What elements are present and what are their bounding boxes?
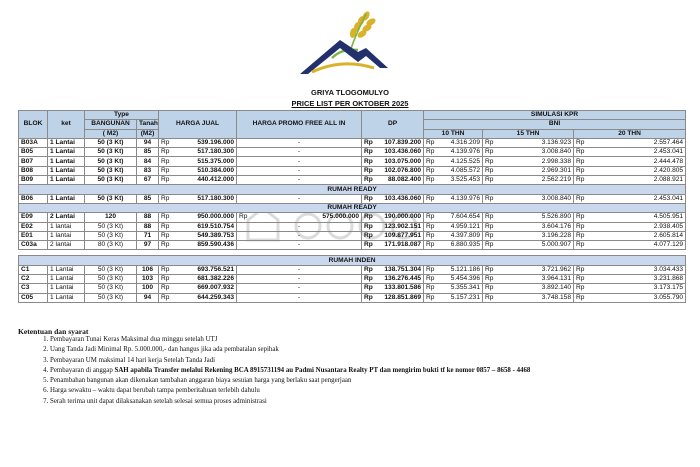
harga-jual-cell: 515.375.000 [171, 157, 237, 166]
tanah-cell: 84 [137, 157, 159, 166]
blok-cell: E01 [19, 231, 48, 240]
section-row [19, 203, 686, 212]
price-table-body [19, 138, 686, 302]
kpr-20-cell: 2.938.405 [586, 222, 686, 231]
currency-label: Rp [159, 284, 171, 293]
ket-cell: 1 Lantai [48, 275, 85, 284]
price-table [18, 110, 686, 303]
table-row [19, 275, 686, 284]
currency-label: Rp [362, 148, 374, 157]
blok-cell: B03A [19, 138, 48, 147]
kpr-15-cell: 3.196.228 [495, 231, 574, 240]
dp-cell: 103.075.000 [374, 157, 424, 166]
tanah-cell: 97 [137, 241, 159, 250]
promo-cell: - [237, 241, 362, 250]
blok-cell: C03a [19, 241, 48, 250]
terms-list [30, 335, 700, 407]
kpr-20-cell: 3.231.868 [586, 275, 686, 284]
blok-cell: C05 [19, 293, 48, 302]
currency-label: Rp [424, 213, 436, 222]
kpr-20-cell: 2.444.478 [586, 157, 686, 166]
col-simulasi-header: SIMULASI KPR [424, 111, 686, 120]
currency-label: Rp [574, 241, 586, 250]
kpr-10-cell: 5.355.341 [436, 284, 483, 293]
kpr-15-cell: 3.721.962 [495, 265, 574, 274]
currency-label: Rp [159, 157, 171, 166]
currency-label: Rp [574, 231, 586, 240]
tanah-cell: 88 [137, 213, 159, 222]
kpr-20-cell: 2.557.464 [586, 138, 686, 147]
blok-cell: E02 [19, 222, 48, 231]
currency-label: Rp [362, 284, 374, 293]
terms-item: 6. Harga sewaktu – waktu dapat berubah tampa pemberitahuan terlebih dahulu [50, 386, 700, 396]
bangunan-cell: 50 (3 Kt) [85, 231, 137, 240]
currency-label: Rp [574, 176, 586, 185]
bangunan-cell: 50 (3 Kt) [85, 148, 137, 157]
col-15thn-header: 15 THN [483, 129, 574, 138]
table-row [19, 231, 686, 240]
currency-label: Rp [362, 157, 374, 166]
currency-label: Rp [424, 241, 436, 250]
dp-cell: 171.918.087 [374, 241, 424, 250]
promo-cell: 575.000.000 [249, 213, 362, 222]
currency-label: Rp [483, 231, 495, 240]
promo-cell: - [237, 157, 362, 166]
harga-jual-cell: 539.196.000 [171, 138, 237, 147]
blok-cell: B06 [19, 194, 48, 203]
price-list-title: PRICE LIST PER OKTOBER 2025 [291, 99, 409, 108]
harga-jual-cell: 681.382.226 [171, 275, 237, 284]
currency-label: Rp [362, 275, 374, 284]
promo-cell: - [237, 293, 362, 302]
promo-cell: - [237, 222, 362, 231]
kpr-15-cell: 3.604.176 [495, 222, 574, 231]
harga-jual-cell: 693.756.521 [171, 265, 237, 274]
currency-label: Rp [483, 148, 495, 157]
unit-tanah: (M2) [137, 129, 159, 138]
currency-label: Rp [159, 241, 171, 250]
kpr-20-cell: 3.173.175 [586, 284, 686, 293]
currency-label: Rp [362, 222, 374, 231]
section-label: RUMAH READY [19, 203, 686, 212]
terms-item [50, 366, 700, 376]
ket-cell: 2 Lantai [48, 213, 85, 222]
currency-label: Rp [362, 241, 374, 250]
dp-cell: 190.000.000 [374, 213, 424, 222]
section-row [19, 185, 686, 194]
tanah-cell: 100 [137, 284, 159, 293]
currency-label: Rp [574, 166, 586, 175]
kpr-10-cell: 4.139.976 [436, 148, 483, 157]
terms-title: Ketentuan dan syarat [18, 327, 89, 336]
currency-label: Rp [362, 138, 374, 147]
currency-label: Rp [483, 265, 495, 274]
dp-cell: 133.801.586 [374, 284, 424, 293]
bangunan-cell: 50 (3 Kt) [85, 265, 137, 274]
table-row [19, 176, 686, 185]
bangunan-cell: 50 (3 Kt) [85, 293, 137, 302]
col-10thn-header: 10 THN [424, 129, 483, 138]
ket-cell: 1 Lantai [48, 194, 85, 203]
table-row [19, 138, 686, 147]
table-row [19, 241, 686, 250]
dp-cell: 138.751.304 [374, 265, 424, 274]
tanah-cell: 83 [137, 166, 159, 175]
currency-label: Rp [483, 275, 495, 284]
kpr-10-cell: 5.454.396 [436, 275, 483, 284]
bangunan-cell: 50 (3 Kt) [85, 176, 137, 185]
currency-label: Rp [424, 265, 436, 274]
kpr-15-cell: 3.136.923 [495, 138, 574, 147]
terms-item: 3. Pembayaran UM maksimal 14 hari kerja Setelah Tanda Jadi [50, 356, 700, 366]
dp-cell: 107.839.200 [374, 138, 424, 147]
col-tanah-header: Tanah [137, 120, 159, 129]
currency-label: Rp [159, 231, 171, 240]
blok-cell: C3 [19, 284, 48, 293]
currency-label: Rp [574, 275, 586, 284]
col-ket-header: ket [48, 111, 85, 139]
harga-jual-cell: 950.000.000 [171, 213, 237, 222]
currency-label: Rp [574, 293, 586, 302]
currency-label: Rp [159, 293, 171, 302]
section-label: RUMAH INDEN [19, 256, 686, 265]
ket-cell: 2 lantai [48, 241, 85, 250]
promo-cell: - [237, 275, 362, 284]
currency-label: Rp [159, 213, 171, 222]
ket-cell: 1 Lantai [48, 176, 85, 185]
dp-cell: 103.436.060 [374, 148, 424, 157]
kpr-10-cell: 4.397.809 [436, 231, 483, 240]
tanah-cell: 85 [137, 194, 159, 203]
ket-cell: 1 Lantai [48, 157, 85, 166]
harga-jual-cell: 549.389.753 [171, 231, 237, 240]
currency-label: Rp [424, 166, 436, 175]
col-bangunan-header: BANGUNAN [85, 120, 137, 129]
tanah-cell: 103 [137, 275, 159, 284]
tanah-cell: 88 [137, 222, 159, 231]
tanah-cell: 106 [137, 265, 159, 274]
currency-label: Rp [483, 157, 495, 166]
currency-label: Rp [424, 231, 436, 240]
currency-label: Rp [159, 148, 171, 157]
col-dp-header: DP [362, 111, 424, 139]
bangunan-cell: 120 [85, 213, 137, 222]
currency-label: Rp [483, 194, 495, 203]
kpr-15-cell: 3.008.840 [495, 194, 574, 203]
currency-label: Rp [574, 138, 586, 147]
kpr-15-cell: 2.969.301 [495, 166, 574, 175]
blok-cell: C1 [19, 265, 48, 274]
griya-logo-icon [262, 8, 422, 84]
currency-label: Rp [424, 194, 436, 203]
currency-label: Rp [574, 148, 586, 157]
ket-cell: 1 Lantai [48, 148, 85, 157]
terms-item-text: Pembayaran di anggap [50, 366, 115, 374]
kpr-10-cell: 3.525.453 [436, 176, 483, 185]
ket-cell: 1 Lantai [48, 138, 85, 147]
dp-cell: 123.902.151 [374, 222, 424, 231]
dp-cell: 103.436.060 [374, 194, 424, 203]
kpr-10-cell: 4.125.525 [436, 157, 483, 166]
currency-label: Rp [574, 157, 586, 166]
kpr-15-cell: 2.998.338 [495, 157, 574, 166]
ket-cell: 1 Lantai [48, 166, 85, 175]
terms-item: 5. Penambahan bangunan akan dikenakan tambahan anggaran biaya sesuian harga yang berlaku saat pengerjaan [50, 376, 700, 386]
currency-label: Rp [362, 213, 374, 222]
currency-label: Rp [483, 293, 495, 302]
kpr-20-cell: 3.034.433 [586, 265, 686, 274]
kpr-20-cell: 2.453.041 [586, 194, 686, 203]
harga-jual-cell: 517.180.300 [171, 194, 237, 203]
currency-label: Rp [483, 176, 495, 185]
table-row [19, 265, 686, 274]
bangunan-cell: 50 (3 Kt) [85, 166, 137, 175]
currency-label: Rp [483, 222, 495, 231]
kpr-10-cell: 4.139.976 [436, 194, 483, 203]
table-row [19, 157, 686, 166]
kpr-20-cell: 3.055.790 [586, 293, 686, 302]
promo-cell: - [237, 166, 362, 175]
kpr-20-cell: 2.420.805 [586, 166, 686, 175]
kpr-20-cell: 2.088.921 [586, 176, 686, 185]
table-row [19, 213, 686, 222]
kpr-10-cell: 4.959.121 [436, 222, 483, 231]
harga-jual-cell: 510.384.000 [171, 166, 237, 175]
currency-label: Rp [574, 265, 586, 274]
currency-label: Rp [159, 138, 171, 147]
ket-cell: 1 Lantai [48, 265, 85, 274]
section-row [19, 256, 686, 265]
tanah-cell: 67 [137, 176, 159, 185]
harga-jual-cell: 517.180.300 [171, 148, 237, 157]
currency-label: Rp [159, 176, 171, 185]
currency-label: Rp [362, 265, 374, 274]
table-row [19, 194, 686, 203]
currency-label: Rp [574, 194, 586, 203]
kpr-10-cell: 5.157.231 [436, 293, 483, 302]
dp-cell: 102.076.800 [374, 166, 424, 175]
currency-label: Rp [574, 222, 586, 231]
kpr-20-cell: 4.077.129 [586, 241, 686, 250]
kpr-20-cell: 2.605.814 [586, 231, 686, 240]
currency-label: Rp [424, 284, 436, 293]
terms-item: 2. Uang Tanda Jadi Minimal Rp. 5.000.000,- dan hangus jika ada pembatalan sepihak [50, 345, 700, 355]
table-row [19, 284, 686, 293]
dp-cell: 109.877.951 [374, 231, 424, 240]
currency-label: Rp [362, 293, 374, 302]
currency-label: Rp [483, 284, 495, 293]
currency-label: Rp [159, 166, 171, 175]
currency-label: Rp [362, 194, 374, 203]
currency-label: Rp [483, 166, 495, 175]
currency-label: Rp [362, 231, 374, 240]
promo-cell: - [237, 231, 362, 240]
currency-label: Rp [159, 194, 171, 203]
dp-cell: 88.082.400 [374, 176, 424, 185]
kpr-15-cell: 2.562.219 [495, 176, 574, 185]
tanah-cell: 71 [137, 231, 159, 240]
blok-cell: E09 [19, 213, 48, 222]
promo-cell: - [237, 138, 362, 147]
currency-label: Rp [159, 222, 171, 231]
harga-jual-cell: 859.590.436 [171, 241, 237, 250]
ket-cell: 1 Lantai [48, 293, 85, 302]
terms-item-bold-text: SAH apabila Transfer melalui Rekening BCA 8915731194 au Padmi Nusantara Realty PT dan mengirim bukti tf ke nomor 0857 – 8658 - 4468 [114, 366, 531, 374]
kpr-15-cell: 3.892.140 [495, 284, 574, 293]
blok-cell: B05 [19, 148, 48, 157]
bangunan-cell: 80 (3 Kt) [85, 241, 137, 250]
table-row [19, 293, 686, 302]
kpr-10-cell: 6.880.935 [436, 241, 483, 250]
kpr-15-cell: 5.000.907 [495, 241, 574, 250]
currency-label: Rp [424, 275, 436, 284]
kpr-15-cell: 3.964.131 [495, 275, 574, 284]
currency-label: Rp [574, 213, 586, 222]
terms-item: 1. Pembayaran Tunai Keras Maksimal dua minggu setelah UTJ [50, 335, 700, 345]
bangunan-cell: 50 (3 Kt) [85, 138, 137, 147]
promo-cell: - [237, 194, 362, 203]
currency-label: Rp [483, 138, 495, 147]
bangunan-cell: 50 (3 Kt) [85, 284, 137, 293]
col-20thn-header: 20 THN [574, 129, 686, 138]
promo-cell: - [237, 176, 362, 185]
bangunan-cell: 50 (3 Kt) [85, 275, 137, 284]
currency-label: Rp [362, 176, 374, 185]
tanah-cell: 94 [137, 138, 159, 147]
ket-cell: 1 lantai [48, 222, 85, 231]
harga-jual-cell: 644.259.343 [171, 293, 237, 302]
kpr-15-cell: 5.526.890 [495, 213, 574, 222]
promo-cell: - [237, 265, 362, 274]
kpr-10-cell: 4.085.572 [436, 166, 483, 175]
bangunan-cell: 50 (3 Kt) [85, 222, 137, 231]
bangunan-cell: 50 (3 Kt) [85, 157, 137, 166]
kpr-15-cell: 3.748.158 [495, 293, 574, 302]
promo-cell: - [237, 284, 362, 293]
terms-item: 7. Serah terima unit dapat dilaksanakan setelah selesai semua proses administrasi [50, 397, 700, 407]
bangunan-cell: 50 (3 Kt) [85, 194, 137, 203]
blok-cell: B07 [19, 157, 48, 166]
kpr-10-cell: 5.121.186 [436, 265, 483, 274]
currency-label: Rp [362, 166, 374, 175]
col-promo-header: HARGA PROMO FREE ALL IN [237, 111, 362, 139]
dp-cell: 128.851.869 [374, 293, 424, 302]
tanah-cell: 94 [137, 293, 159, 302]
harga-jual-cell: 669.007.932 [171, 284, 237, 293]
currency-label: Rp [237, 213, 249, 222]
currency-label: Rp [483, 213, 495, 222]
dp-cell: 136.276.445 [374, 275, 424, 284]
currency-label: Rp [159, 265, 171, 274]
col-blok-header: BLOK [19, 111, 48, 139]
currency-label: Rp [424, 148, 436, 157]
currency-label: Rp [159, 275, 171, 284]
ket-cell: 1 lantai [48, 231, 85, 240]
table-row [19, 222, 686, 231]
promo-cell: - [237, 148, 362, 157]
ket-cell: 1 Lantai [48, 284, 85, 293]
blok-cell: B08 [19, 166, 48, 175]
unit-bangunan: ( M2) [85, 129, 137, 138]
kpr-10-cell: 7.604.654 [436, 213, 483, 222]
currency-label: Rp [424, 293, 436, 302]
harga-jual-cell: 440.412.000 [171, 176, 237, 185]
currency-label: Rp [424, 176, 436, 185]
kpr-20-cell: 4.505.951 [586, 213, 686, 222]
col-harga-jual-header: HARGA JUAL [159, 111, 237, 139]
currency-label: Rp [424, 222, 436, 231]
blok-cell: B09 [19, 176, 48, 185]
section-label: RUMAH READY [19, 185, 686, 194]
harga-jual-cell: 619.510.754 [171, 222, 237, 231]
kpr-20-cell: 2.453.041 [586, 148, 686, 157]
currency-label: Rp [483, 241, 495, 250]
currency-label: Rp [574, 284, 586, 293]
tanah-cell: 85 [137, 148, 159, 157]
table-row [19, 148, 686, 157]
kpr-10-cell: 4.316.209 [436, 138, 483, 147]
currency-label: Rp [424, 157, 436, 166]
kpr-15-cell: 3.008.840 [495, 148, 574, 157]
bank-header: BNI [424, 120, 686, 129]
currency-label: Rp [424, 138, 436, 147]
blok-cell: C2 [19, 275, 48, 284]
col-type-header: Type [85, 111, 159, 120]
table-row [19, 166, 686, 175]
company-title: GRIYA TLOGOMULYO [311, 88, 389, 97]
